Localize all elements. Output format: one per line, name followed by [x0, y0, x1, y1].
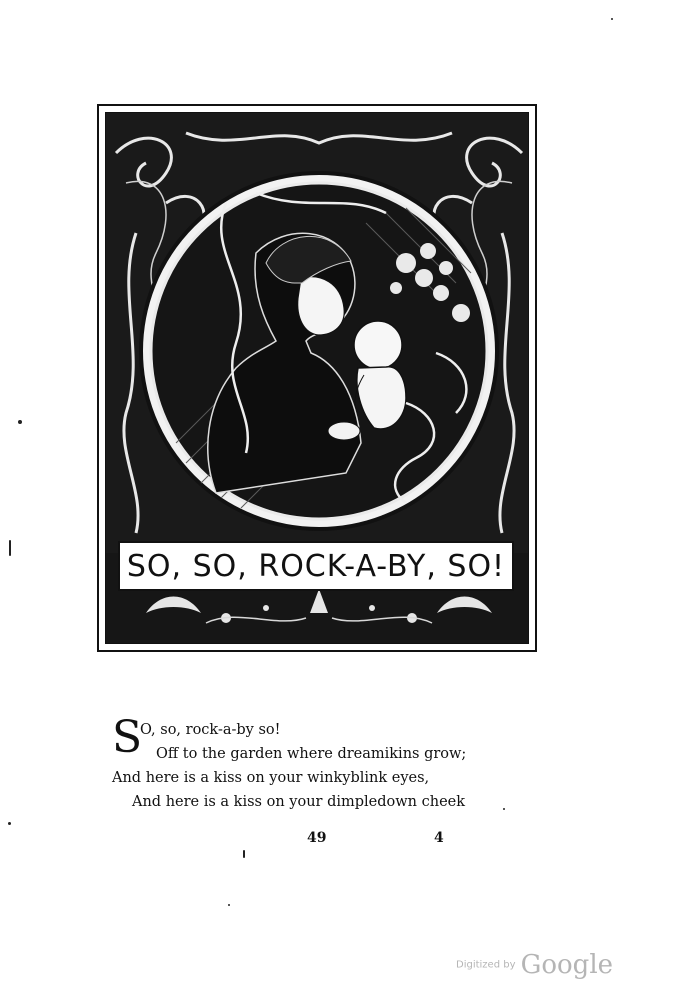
illustration-caption-box — [118, 541, 514, 591]
scan-speck — [503, 808, 505, 810]
poem-line: And here is a kiss on your winkyblink eyes, — [112, 770, 430, 786]
watermark-prefix: Digitized by — [456, 959, 516, 971]
page-number: 49 — [307, 830, 327, 846]
scan-speck — [18, 420, 22, 424]
scan-speck — [228, 904, 230, 906]
scan-speck — [611, 18, 613, 20]
page-footer — [0, 830, 690, 850]
digitized-watermark — [456, 950, 613, 980]
scan-speck — [8, 822, 11, 825]
poem-line: Off to the garden where dreamikins grow; — [156, 746, 467, 762]
poem-stanza — [112, 712, 532, 814]
scan-speck — [9, 540, 11, 556]
scan-speck — [243, 850, 245, 858]
drop-cap: S — [112, 712, 143, 763]
watermark-brand: Google — [520, 950, 614, 980]
poem-line: O, so, rock-a-by so! — [140, 722, 281, 738]
illustration-caption: SO, SO, ROCK-A-BY, SO! — [126, 548, 506, 584]
poem-line: And here is a kiss on your dimpledown cheek — [132, 794, 466, 810]
signature-mark: 4 — [434, 830, 444, 846]
